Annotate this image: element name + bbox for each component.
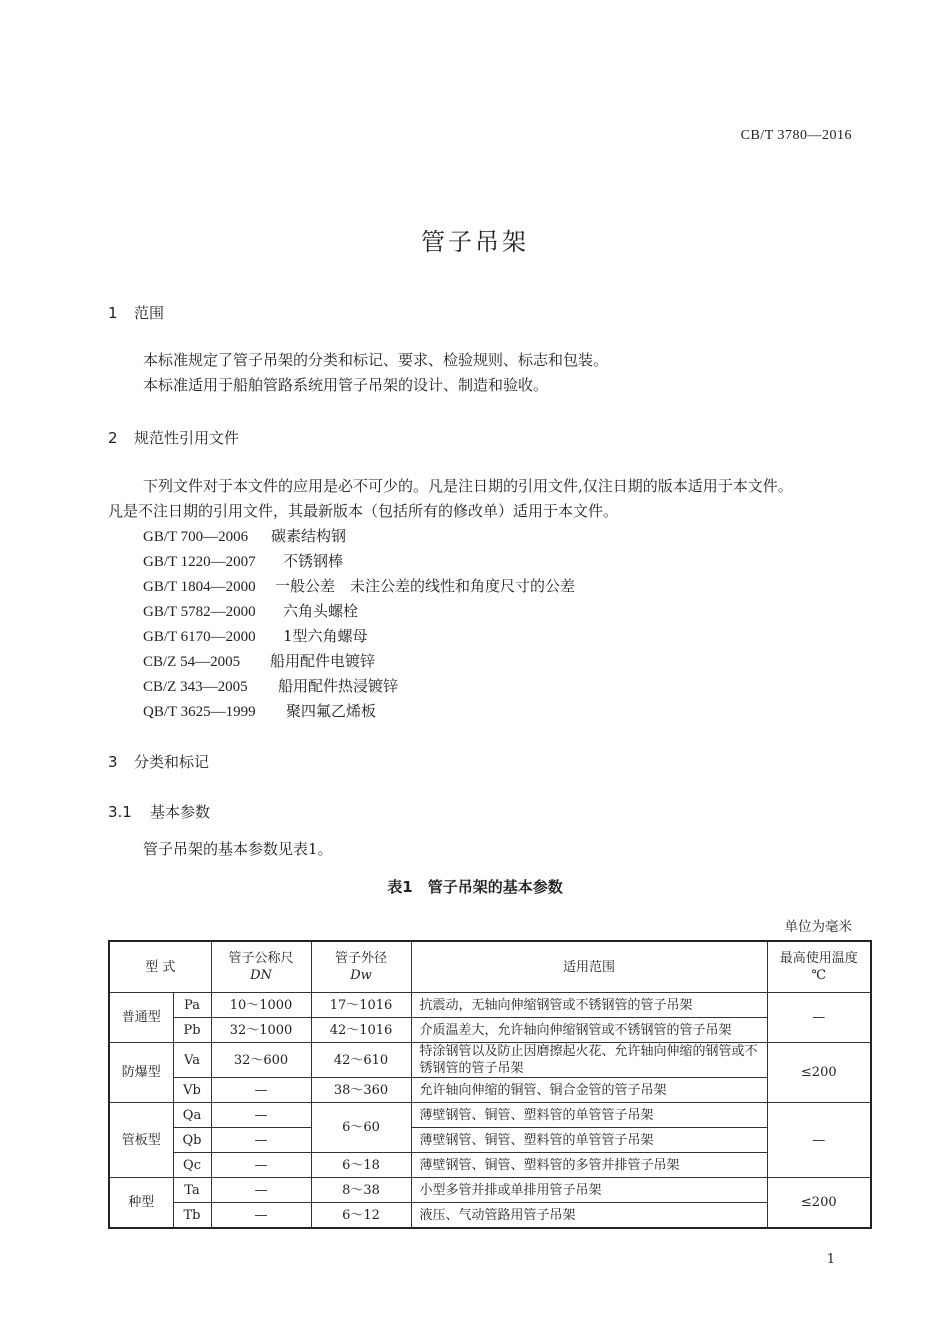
- section-title: 范围: [134, 304, 165, 322]
- section-title: 规范性引用文件: [134, 429, 240, 447]
- type-code: Qc: [173, 1153, 211, 1178]
- outer-diameter: 17～1016: [311, 993, 411, 1018]
- nominal-size: —: [211, 1103, 311, 1128]
- header-label: 管子公称尺: [228, 951, 294, 966]
- reference-code: GB/T 700—2006: [143, 529, 249, 545]
- outer-diameter: 42～1016: [311, 1018, 411, 1043]
- max-temp: —: [767, 993, 871, 1043]
- section-number: 1: [108, 304, 118, 322]
- table-row: [109, 1103, 871, 1128]
- reference-name: 船用配件热浸镀锌: [278, 677, 399, 695]
- outer-diameter: 6～60: [311, 1103, 411, 1153]
- scope: 介质温差大，允许轴向伸缩钢管或不锈钢管的管子吊架: [411, 1018, 767, 1043]
- reference-name: 六角头螺栓: [283, 602, 359, 620]
- scope: 薄壁钢管、铜管、塑料管的多管并排管子吊架: [411, 1153, 767, 1178]
- group-name: 种型: [109, 1178, 173, 1229]
- reference-code: GB/T 1220—2007: [143, 554, 256, 570]
- reference-name: 一般公差 未注公差的线性和角度尺寸的公差: [275, 577, 576, 595]
- outer-diameter: 6～12: [311, 1203, 411, 1229]
- page-number: 1: [826, 1252, 835, 1267]
- group-name: 管板型: [109, 1103, 173, 1178]
- paragraph: 本标准适用于船舶管路系统用管子吊架的设计、制造和验收。: [143, 376, 549, 394]
- standard-number: CB/T 3780—2016: [740, 128, 852, 143]
- scope: 允许轴向伸缩的铜管、铜合金管的管子吊架: [411, 1078, 767, 1103]
- reference-item: [143, 649, 375, 675]
- table-header-row: [109, 941, 871, 993]
- reference-item: [143, 699, 376, 725]
- max-temp: ≤200: [767, 1043, 871, 1103]
- reference-item: [143, 674, 398, 700]
- header-outer-diameter: [311, 941, 411, 993]
- reference-code: QB/T 3625—1999: [143, 704, 256, 720]
- table-row: [109, 1043, 871, 1078]
- outer-diameter: 8～38: [311, 1178, 411, 1203]
- section-title: 基本参数: [150, 803, 211, 821]
- paragraph: 下列文件对于本文件的应用是必不可少的。凡是注日期的引用文件,仅注日期的版本适用于本文件。: [143, 477, 793, 495]
- table-row: [109, 1018, 871, 1043]
- section-3-heading: [108, 751, 209, 772]
- table-unit-note: 单位为毫米: [784, 919, 852, 935]
- group-name: 防爆型: [109, 1043, 173, 1103]
- section-number: 3: [108, 753, 118, 771]
- scope: 薄壁钢管、铜管、塑料管的单管管子吊架: [411, 1128, 767, 1153]
- group-name: 普通型: [109, 993, 173, 1043]
- paragraph: 管子吊架的基本参数见表1。: [143, 840, 333, 858]
- type-code: Vb: [173, 1078, 211, 1103]
- reference-code: CB/Z 343—2005: [143, 679, 248, 695]
- table-row: [109, 1153, 871, 1178]
- type-code: Tb: [173, 1203, 211, 1229]
- reference-name: 聚四氟乙烯板: [286, 702, 377, 720]
- paragraph: 凡是不注日期的引用文件，其最新版本（包括所有的修改单）适用于本文件。: [108, 502, 619, 520]
- header-symbol: DN: [250, 968, 272, 983]
- table-caption: 表1 管子吊架的基本参数: [387, 878, 563, 896]
- section-2-heading: [108, 427, 239, 448]
- paragraph: 本标准规定了管子吊架的分类和标记、要求、检验规则、标志和包装。: [143, 351, 609, 369]
- scope: 特涂钢管以及防止因磨擦起火花、允许轴向伸缩的钢管或不锈钢管的管子吊架: [411, 1043, 767, 1078]
- header-label: 最高使用温度: [779, 951, 858, 966]
- section-3-1-heading: [108, 801, 210, 822]
- section-1-heading: [108, 302, 164, 323]
- table-row: [109, 1178, 871, 1203]
- header-type: 型 式: [109, 941, 211, 993]
- outer-diameter: 38～360: [311, 1078, 411, 1103]
- header-label: 管子外径: [335, 951, 388, 966]
- nominal-size: —: [211, 1153, 311, 1178]
- type-code: Va: [173, 1043, 211, 1078]
- nominal-size: —: [211, 1178, 311, 1203]
- nominal-size: —: [211, 1078, 311, 1103]
- scope: 小型多管并排或单排用管子吊架: [411, 1178, 767, 1203]
- scope: 抗震动，无轴向伸缩钢管或不锈钢管的管子吊架: [411, 993, 767, 1018]
- section-title: 分类和标记: [134, 753, 210, 771]
- reference-code: GB/T 5782—2000: [143, 604, 256, 620]
- section-number: 3.1: [108, 803, 132, 821]
- reference-item: [143, 624, 368, 650]
- reference-name: 1型六角螺母: [283, 627, 368, 645]
- nominal-size: 32～600: [211, 1043, 311, 1078]
- reference-code: CB/Z 54—2005: [143, 654, 241, 670]
- nominal-size: —: [211, 1128, 311, 1153]
- scope: 薄壁钢管、铜管、塑料管的单管管子吊架: [411, 1103, 767, 1128]
- reference-code: GB/T 1804—2000: [143, 579, 256, 595]
- nominal-size: 10～1000: [211, 993, 311, 1018]
- reference-item: [143, 599, 358, 625]
- reference-item: [143, 549, 343, 575]
- type-code: Pa: [173, 993, 211, 1018]
- max-temp: —: [767, 1103, 871, 1178]
- table-row: [109, 993, 871, 1018]
- table-row: [109, 1128, 871, 1153]
- outer-diameter: 42～610: [311, 1043, 411, 1078]
- header-scope: 适用范围: [411, 941, 767, 993]
- max-temp: ≤200: [767, 1178, 871, 1229]
- nominal-size: —: [211, 1203, 311, 1229]
- reference-code: GB/T 6170—2000: [143, 629, 256, 645]
- table-row: [109, 1078, 871, 1103]
- type-code: Pb: [173, 1018, 211, 1043]
- header-symbol: Dw: [350, 968, 372, 983]
- reference-name: 船用配件电镀锌: [270, 652, 376, 670]
- type-code: Ta: [173, 1178, 211, 1203]
- header-unit: ℃: [811, 968, 827, 983]
- outer-diameter: 6～18: [311, 1153, 411, 1178]
- table-row: [109, 1203, 871, 1229]
- header-max-temp: [767, 941, 871, 993]
- reference-item: [143, 574, 575, 600]
- section-number: 2: [108, 429, 118, 447]
- parameters-table: [108, 940, 872, 1229]
- scope: 液压、气动管路用管子吊架: [411, 1203, 767, 1229]
- reference-name: 碳素结构钢: [271, 527, 347, 545]
- reference-item: [143, 524, 346, 550]
- header-nominal-size: [211, 941, 311, 993]
- type-code: Qa: [173, 1103, 211, 1128]
- type-code: Qb: [173, 1128, 211, 1153]
- reference-name: 不锈钢棒: [283, 552, 344, 570]
- document-title: 管子吊架: [421, 228, 529, 256]
- nominal-size: 32～1000: [211, 1018, 311, 1043]
